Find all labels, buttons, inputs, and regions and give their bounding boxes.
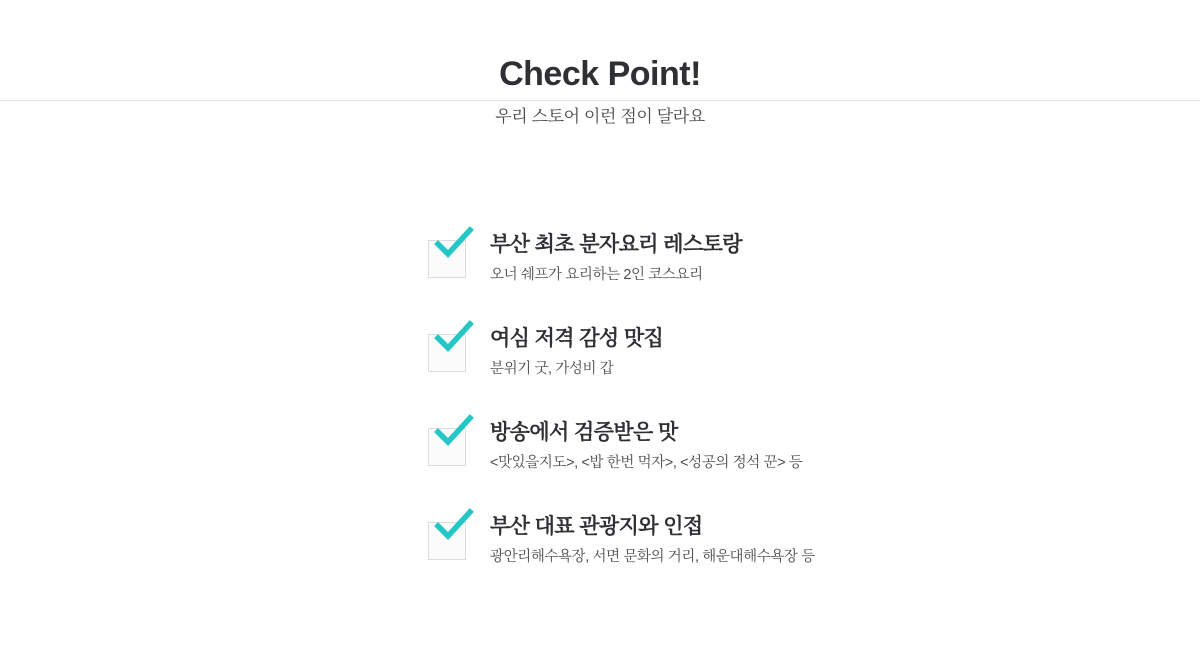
- list-item-title: 부산 최초 분자요리 레스토랑: [490, 233, 742, 256]
- list-item-title: 방송에서 검증받은 맛: [490, 421, 678, 444]
- list-item-title: 부산 대표 관광지와 인접: [490, 515, 703, 538]
- title-block: [0, 52, 1200, 130]
- check-list: [428, 222, 948, 598]
- list-item-desc: 광안리해수욕장, 서면 문화의 거리, 해운대해수욕장 등: [490, 549, 815, 565]
- list-item-desc: <맛있을지도>, <밥 한번 먹자>, <성공의 정석 꾼> 등: [490, 455, 803, 471]
- list-item: [428, 504, 948, 569]
- list-item: [428, 222, 948, 287]
- checkbox-frame: [428, 240, 466, 278]
- page-subtitle: 우리 스토어 이런 점이 달라요: [495, 107, 705, 126]
- checkbox-frame: [428, 334, 466, 372]
- page-title: Check Point!: [499, 55, 701, 93]
- list-item-desc: 오너 쉐프가 요리하는 2인 코스요리: [490, 267, 703, 283]
- list-item-title: 여심 저격 감성 맛집: [490, 327, 664, 350]
- list-item: [428, 316, 948, 381]
- page-header: [0, 0, 1200, 160]
- checkbox-frame: [428, 522, 466, 560]
- checkbox-frame: [428, 428, 466, 466]
- list-item: [428, 410, 948, 475]
- title-inner: [471, 52, 729, 96]
- list-item-desc: 분위기 굿, 가성비 갑: [490, 361, 614, 377]
